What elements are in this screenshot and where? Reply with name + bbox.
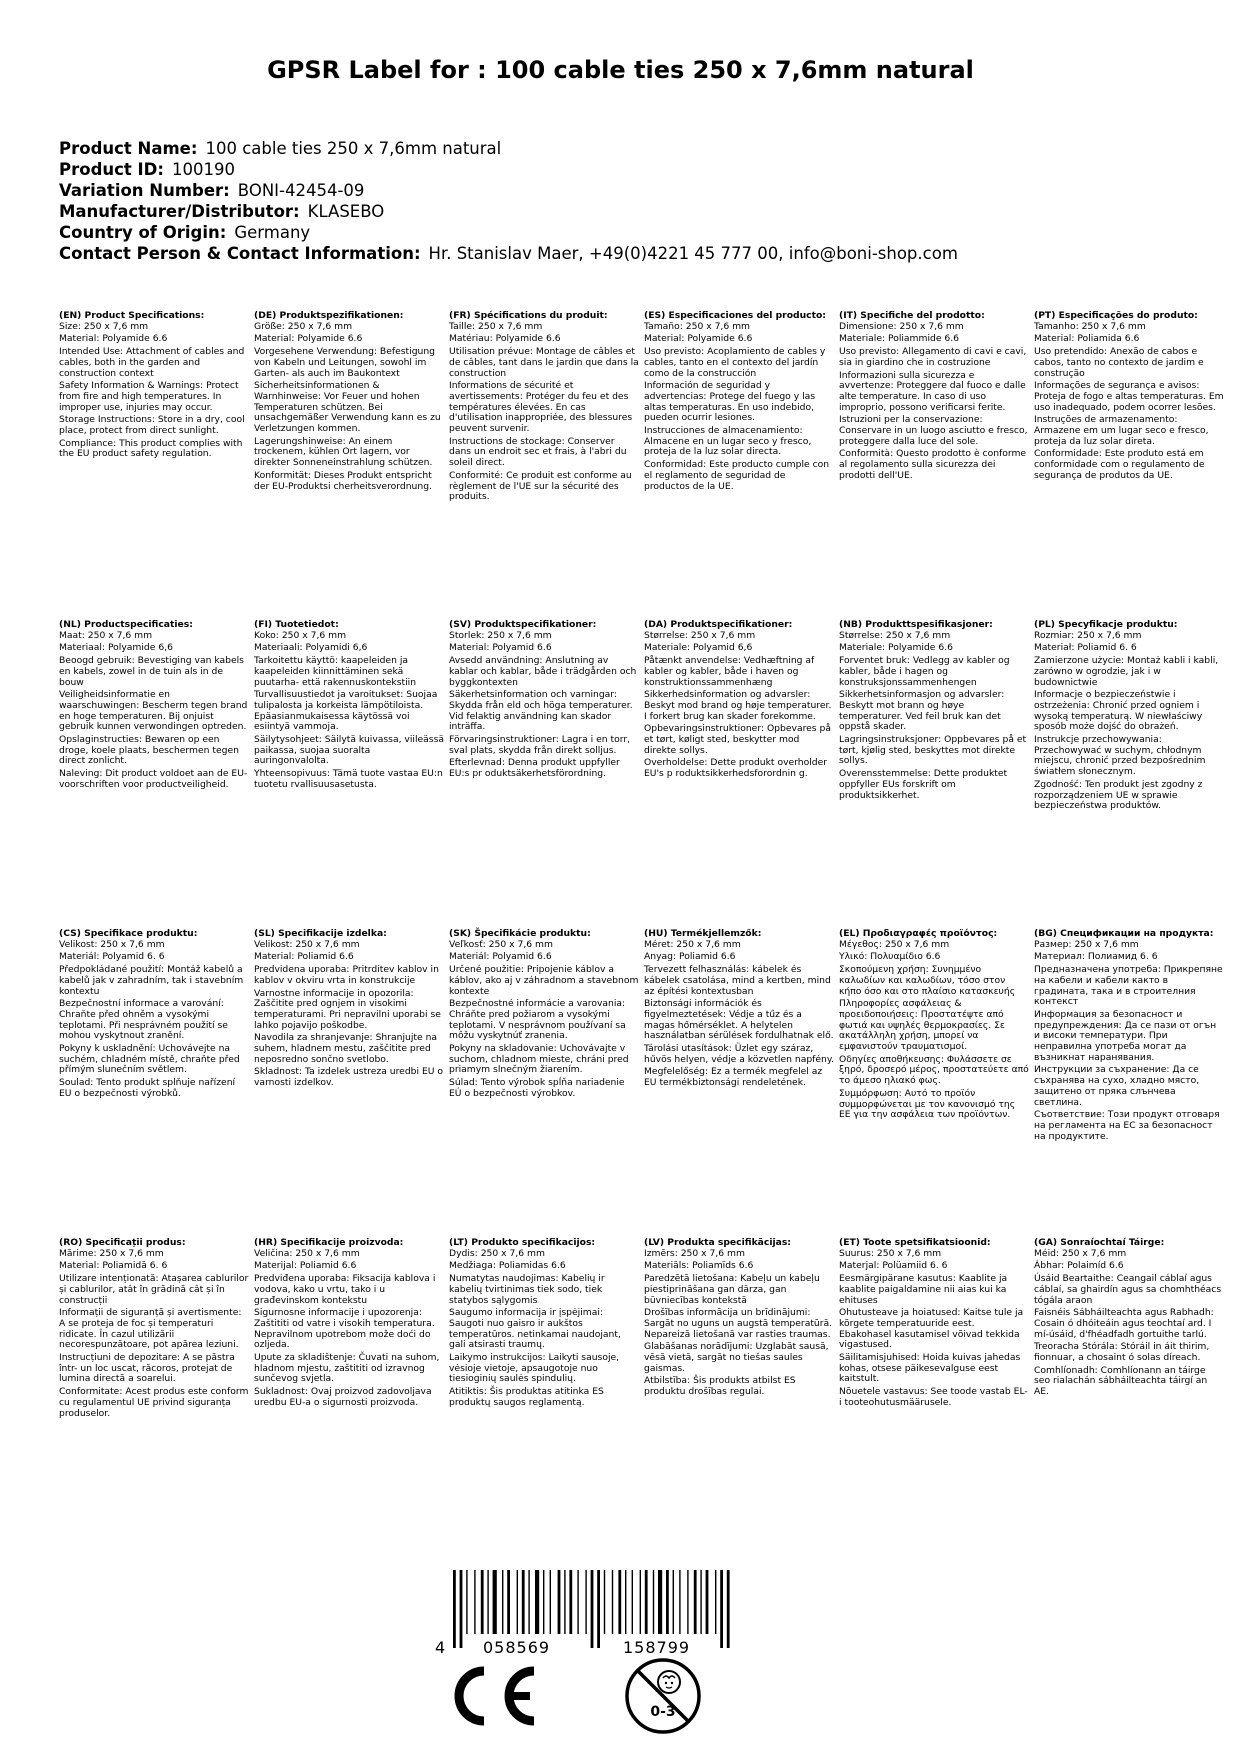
spec-line: Matériau: Polyamide 6.6 [449, 333, 561, 345]
spec-line: Vorgesehene Verwendung: Befestigung von Kabeln und Leitungen, sowohl im Garten- als auch im Baukontext [254, 346, 436, 379]
spec-line: Materiale: Polyamide 6.6 [839, 642, 953, 654]
barcode-group-left: 058569 [483, 1638, 551, 1657]
spec-heading: (CS) Specifikace produktu: [59, 928, 198, 939]
spec-line: Materijal: Poliamid 6.6 [254, 1260, 357, 1272]
spec-block [839, 1238, 1029, 1411]
spec-line: Konformität: Dieses Produkt entspricht der EU-Produktsi cherheitsverordnung. [254, 469, 432, 492]
spec-line: Určené použitie: Pripojenie káblov a káblov, ako aj v záhradnom a stavebnom kontexte [449, 964, 639, 997]
barcode-bar [481, 1570, 484, 1634]
info-value: 100 cable ties 250 x 7,6mm natural [205, 139, 502, 158]
spec-line: Veľkosť: 250 x 7,6 mm [449, 938, 553, 950]
spec-block [59, 929, 249, 1102]
spec-line: Sikkerhetsinformasjon og advarsler: Beskytt mot brann og høye temperaturer. Ved feil bruk kan det oppstå skader. [839, 689, 1005, 733]
barcode-bar [604, 1570, 605, 1634]
spec-line: Opbevaringsinstruktioner: Opbevares på et tørt, køligt sted, beskytter mod direkte sollys. [644, 723, 831, 756]
spec-block [1034, 620, 1224, 814]
info-value: BONI-42454-09 [237, 181, 365, 200]
spec-line: Materiál: Polyamid 6. 6 [59, 951, 165, 963]
spec-line: Rozmiar: 250 x 7,6 mm [1034, 629, 1142, 641]
spec-block [449, 620, 639, 782]
info-row [59, 201, 958, 222]
spec-line: Ohutusteave ja hoiatused: Kaitse tule ja kõrgete temperatuuride eest. Ebakohasel kasutamisel võivad tekkida vigastused. [839, 1307, 1024, 1351]
barcode-bar [535, 1570, 539, 1634]
spec-line: Anyag: Poliamid 6.6 [644, 951, 736, 963]
barcode-bar [700, 1570, 701, 1634]
spec-line: Zgodność: Ten produkt jest zgodny z rozporządzeniem UE w sprawie bezpieczeństwa produktów. [1034, 778, 1203, 812]
spec-line: Efterlevnad: Denna produkt uppfyller EU:s pr oduktsäkerhetsförordning. [449, 757, 620, 780]
info-row [59, 159, 958, 180]
info-label: Product Name: [59, 139, 198, 158]
spec-heading: (SV) Produktspecifikationer: [449, 619, 597, 630]
spec-heading: (BG) Спецификации на продукта: [1034, 928, 1214, 939]
spec-line: Предназначена употреба: Прикрепяне на кабели и кабели както в градината, така и в строителния контекст [1034, 964, 1223, 1008]
barcode-bar [658, 1570, 662, 1634]
spec-block [59, 1238, 249, 1421]
spec-line: Instruções de armazenamento: Armazene em um lugar seco e fresco, proteja da luz solar direta. [1034, 414, 1209, 447]
barcode-bar [550, 1570, 551, 1634]
spec-line: Material: Polyamide 6.6 [644, 333, 753, 345]
spec-line: Größe: 250 x 7,6 mm [254, 320, 353, 332]
spec-line: Veličina: 250 x 7,6 mm [254, 1247, 360, 1259]
spec-block [254, 929, 444, 1091]
barcode-bar [453, 1570, 456, 1648]
spec-heading: (PL) Specyfikacje produktu: [1034, 619, 1178, 630]
spec-line: Πληροφορίες ασφάλειας & προειδοποιήσεις: Προστατέψτε από φωτιά και υψηλές θερμοκρασίες. Σε ακατάλληλη χρήση, μπορεί να εμφανιστούν τραυματισμοί. [839, 998, 1005, 1053]
spec-heading: (DA) Produktspecifikationer: [644, 619, 793, 630]
barcode-bar [597, 1570, 600, 1648]
spec-line: Conformidad: Este producto cumple con el reglamento de seguridad de productos de la UE. [644, 459, 830, 492]
spec-line: Atitiktis: Šis produktas atitinka ES produktų saugos reglamentą. [449, 1386, 604, 1408]
barcode-bar [632, 1570, 633, 1634]
spec-line: Dimensione: 250 x 7,6 mm [839, 320, 964, 332]
barcode-bar [522, 1570, 525, 1634]
spec-line: Drošības informācija un brīdinājumi: Sargāt no uguns un augstā temperatūrā. Nepareizā lietošanā var rasties traumas. [644, 1307, 833, 1340]
spec-line: Σκοπούμενη χρήση: Συνημμένο καλωδίων και καλωδίων, τόσο στον κήπο όσο και στο πλαίσιο κατασκευής [839, 964, 1016, 997]
info-row [59, 222, 958, 243]
spec-heading: (NL) Productspecificaties: [59, 619, 193, 630]
spec-line: Yhteensopivuus: Tämä tuote vastaa EU:n tuotetu rvallisuusasetusta. [254, 768, 443, 790]
barcode-bar [558, 1570, 561, 1634]
spec-line: Treoracha Stórála: Stóráil in áit thirim, fionnuar, a chosaint ó solas díreach. [1034, 1341, 1210, 1364]
info-value: KLASEBO [307, 202, 385, 221]
spec-line: Conformité: Ce produit est conforme au règlement de l'UE sur la sécurité des produits. [449, 469, 632, 503]
spec-heading: (GA) Sonraíochtaí Táirge: [1034, 1237, 1165, 1248]
barcode-bar [666, 1570, 669, 1634]
info-row [59, 243, 958, 264]
spec-line: Säilytysohjeet: Säilytä kuivassa, viileässä paikassa, suojaa suoralta auringonvalolta. [254, 734, 445, 767]
spec-line: Méret: 250 x 7,6 mm [644, 938, 741, 950]
spec-line: Uso pretendido: Anexão de cabos e cabos, tanto no contexto de jardim e construção [1034, 346, 1204, 379]
info-row [59, 138, 958, 159]
barcode-bar [474, 1570, 475, 1634]
spec-heading: (HU) Termékjellemzők: [644, 928, 762, 939]
age-warning-icon [623, 1656, 703, 1740]
spec-line: Størrelse: 250 x 7,6 mm [839, 629, 951, 641]
spec-line: Intended Use: Attachment of cables and cables, both in the garden and construction context [59, 346, 245, 379]
spec-line: Overensstemmelse: Dette produktet oppfyller EUs forskrift om produktsikkerhet. [839, 768, 1008, 801]
ce-mark-icon [450, 1665, 540, 1731]
spec-line: Safety Information & Warnings: Protect from fire and high temperatures. In improper use, injuries may occur. [59, 380, 239, 413]
spec-line: Material: Polyamid 6.6 [449, 642, 552, 654]
spec-line: Laikymo instrukcijos: Laikyti sausoje, vėsioje vietoje, apsaugotoje nuo tiesioginių saulės spindulių. [449, 1352, 620, 1385]
spec-heading: (FR) Spécifications du produit: [449, 310, 608, 321]
spec-line: Tamaño: 250 x 7,6 mm [644, 320, 751, 332]
spec-line: Sigurnosne informacije i upozorenja: Zaštititi od vatre i visokih temperatura. Nepravilnom upotrebom može doći do ozljeda. [254, 1307, 435, 1351]
spec-line: Turvallisuustiedot ja varoitukset: Suojaa tulipalosta ja korkeista lämpötiloista. Epäasianmukaisessa käytössä voi esiintyä vammoja. [254, 689, 438, 733]
spec-heading: (FI) Tuotetiedot: [254, 619, 339, 630]
spec-block [644, 929, 834, 1091]
barcode-bar [640, 1570, 641, 1634]
spec-line: Conformidade: Este produto está em conformidade com o regulamento de segurança de produtos da UE. [1034, 448, 1205, 481]
spec-line: Pokyny k uskladnění: Uchovávejte na suchém, chladném místě, chraňte před přímým slunečním světlem. [59, 1043, 240, 1076]
barcode-bar [625, 1570, 626, 1634]
info-value: 100190 [171, 160, 235, 179]
spec-line: Lagringsinstruksjoner: Oppbevares på et tørt, kjølig sted, beskyttes mot direkte sollys. [839, 734, 1027, 767]
barcode-bar [460, 1570, 463, 1648]
spec-line: Bezpečnostní informace a varování: Chraňte před ohněm a vysokými teplotami. Při nesprávném použití se mohou vyskytnout zranění. [59, 998, 228, 1042]
spec-block [1034, 929, 1224, 1144]
spec-line: Material: Poliamidă 6. 6 [59, 1260, 168, 1272]
spec-line: Sikkerhedsinformation og advarsler: Beskyt mod brand og høje temperaturer. I forkert brug kan skader forekomme. [644, 689, 832, 722]
spec-heading: (RO) Specificații produs: [59, 1237, 186, 1248]
spec-heading: (EL) Προδιαγραφές προϊόντος: [839, 928, 998, 939]
spec-line: Instrucciones de almacenamiento: Almacene en un lugar seco y fresco, proteja de la luz solar directa. [644, 425, 812, 458]
spec-block [839, 929, 1029, 1123]
spec-line: Size: 250 x 7,6 mm [59, 320, 149, 332]
spec-block [644, 1238, 834, 1400]
spec-block [449, 1238, 639, 1411]
barcode-bar [585, 1570, 586, 1634]
spec-line: Размер: 250 x 7,6 mm [1034, 938, 1139, 950]
spec-line: Naleving: Dit product voldoet aan de EU-voorschriften voor productveiligheid. [59, 768, 248, 790]
info-value: Germany [234, 223, 311, 242]
barcode-bar [673, 1570, 674, 1634]
spec-heading: (LV) Produkta specifikācijas: [644, 1237, 791, 1248]
info-label: Variation Number: [59, 181, 230, 200]
spec-line: Materiale: Polyamid 6,6 [644, 642, 753, 654]
info-row [59, 180, 958, 201]
barcode-bar [694, 1570, 697, 1634]
barcode [435, 1570, 745, 1660]
spec-line: Säilitamisjuhised: Hoida kuivas jahedas kohas, otsese päikesevalguse eest kaitstult. [839, 1352, 1021, 1385]
spec-heading: (DE) Produktspezifikationen: [254, 310, 404, 321]
spec-line: Conformità: Questo prodotto è conforme al regolamento sulla sicurezza dei prodotti dell'UE. [839, 448, 1027, 481]
spec-line: Úsáid Beartaithe: Ceangail cáblaí agus cáblaí, sa ghairdín agus sa chomhthéacs tógála araon [1034, 1273, 1222, 1306]
page-title: GPSR Label for : 100 cable ties 250 x 7,6mm natural [267, 56, 974, 84]
spec-line: Materiał: Poliamid 6. 6 [1034, 642, 1137, 654]
spec-heading: (SK) Špecifikácie produktu: [449, 928, 591, 939]
barcode-bar [706, 1570, 709, 1634]
spec-line: Storage Instructions: Store in a dry, cool place, protect from direct sunlight. [59, 414, 245, 437]
spec-line: Material: Poliamid 6.6 [254, 951, 354, 963]
spec-line: Utilizare intenționată: Atașarea cablurilor și cablurilor, atât în grădină cât și în construcții [59, 1273, 249, 1306]
spec-line: Съответствие: Този продукт отговаря на регламента на ЕС за безопасност на продуктите. [1034, 1109, 1220, 1142]
spec-line: Uso previsto: Allegamento di cavi e cavi, sia in giardino che in costruzione [839, 346, 1027, 368]
spec-line: Faisnéis Sábháilteachta agus Rabhadh: Cosain ó dhóiteáin agus teochtaí ard. I mí-úsáid, d'fhéadfadh gortuithe tarlú. [1034, 1307, 1214, 1340]
spec-line: Informații de siguranță și avertismente: A se proteja de foc și temperaturi ridicate. În cazul utilizării necorespunzătoare, pot apărea leziuni. [59, 1307, 242, 1351]
spec-line: Instructions de stockage: Conserver dans un endroit sec et frais, à l'abri du soleil direct. [449, 435, 627, 469]
spec-line: Påtænkt anvendelse: Vedhæftning af kabler og kabler, både i haven og konstruktionssammenhæng [644, 655, 815, 688]
spec-line: Nõuetele vastavus: See toode vastab EL-i tooteohutusmäärusele. [839, 1386, 1028, 1408]
spec-line: Instrukcje przechowywania: Przechowywać w suchym, chłodnym miejscu, chronić przed bezpośrednim światłem słonecznym. [1034, 734, 1206, 778]
spec-line: Sicherheitsinformationen & Warnhinweise: Vor Feuer und hohen Temperaturen schützen. Bei unsachgemäßer Verwendung kann es zu Verletzungen kommen. [254, 380, 441, 435]
barcode-bar [612, 1570, 613, 1634]
spec-block [254, 1238, 444, 1411]
spec-line: Materiál: Polyamid 6.6 [449, 951, 552, 963]
spec-block [254, 620, 444, 793]
spec-block [1034, 311, 1224, 484]
barcode-bar [618, 1570, 621, 1634]
spec-line: Material: Polyamide 6.6 [59, 333, 168, 345]
info-value: Hr. Stanislav Maer, +49(0)4221 45 777 00, info@boni-shop.com [428, 244, 958, 263]
spec-line: Veiligheidsinformatie en waarschuwingen: Bescherm tegen brand en hoge temperaturen. Bij onjuist gebruik kunnen verwondingen optreden. [59, 689, 248, 733]
spec-line: Soulad: Tento produkt splňuje nařízení EU o bezpečnosti výrobků. [59, 1077, 236, 1099]
barcode-bar [727, 1570, 730, 1648]
spec-heading: (SL) Specifikacije izdelka: [254, 928, 387, 939]
spec-heading: (EN) Product Specifications: [59, 310, 205, 321]
product-info [59, 138, 958, 264]
spec-line: Størrelse: 250 x 7,6 mm [644, 629, 756, 641]
barcode-bar [487, 1570, 488, 1634]
spec-line: Biztonsági információk és figyelmeztetések: Védje a tűz és a magas hőmérséklet. A helytelen használatban sérülések fordulhatnak elő. [644, 998, 834, 1042]
spec-line: Mărime: 250 x 7,6 mm [59, 1247, 164, 1259]
spec-block [839, 620, 1029, 803]
spec-line: Materiāls: Poliamīds 6.6 [644, 1260, 754, 1272]
spec-line: Overholdelse: Dette produkt overholder EU's p roduktsikkerhedsforordnin g. [644, 757, 828, 780]
spec-line: Οδηγίες αποθήκευσης: Φυλάσσετε σε ξηρό, δροσερό μέρος, προστατεύετε από το άμεσο ηλιακό φως. [839, 1053, 1029, 1087]
spec-line: Conformitate: Acest produs este conform cu regulamentul UE privind siguranța produselor. [59, 1386, 249, 1419]
barcode-group-right: 158799 [623, 1638, 691, 1657]
spec-line: Opslaginstructies: Bewaren op een droge, koele plaats, beschermen tegen direct zonlicht. [59, 734, 239, 767]
spec-heading: (HR) Specifikacije proizvoda: [254, 1237, 404, 1248]
spec-block [449, 311, 639, 505]
spec-line: Navodila za shranjevanje: Shranjujte na suhem, hladnem mestu, zaščitite pred neposredno sončno svetlobo. [254, 1032, 438, 1065]
spec-line: Säkerhetsinformation och varningar: Skydda från eld och höga temperaturer. Vid felaktig användning kan skador inträffa. [449, 689, 633, 733]
spec-line: Sukladnost: Ovaj proizvod zadovoljava uredbu EU-a o sigurnosti proizvoda. [254, 1386, 432, 1408]
spec-line: Forventet bruk: Vedlegg av kabler og kabler, både i hagen og konstruksjonssammenhengen [839, 655, 1010, 688]
spec-line: Informacje o bezpieczeństwie i ostrzeżenia: Chronić przed ogniem i wysoką temperaturą. W niewłaściwy sposób może dojść do obrażeń. [1034, 689, 1203, 733]
spec-line: Uso previsto: Acoplamiento de cables y cables, tanto en el contexto del jardín como de la construcción [644, 346, 826, 379]
spec-line: Comhlíonadh: Comhlíonann an táirge seo rialachán sábháilteachta táirgí an AE. [1034, 1364, 1208, 1398]
spec-heading: (NB) Produkttspesifikasjoner: [839, 619, 993, 630]
spec-line: Instrucțiuni de depozitare: A se păstra într- un loc uscat, răcoros, protejat de lumina directă a soarelui. [59, 1352, 235, 1385]
spec-line: Bezpečnostné informácie a varovania: Chráňte pred požiarom a vysokými teplotami. V nesprávnom používaní sa môžu vyskytnúť zranenia. [449, 998, 626, 1042]
spec-line: Skladnost: Ta izdelek ustreza uredbi EU o varnosti izdelkov. [254, 1066, 444, 1089]
barcode-bar [715, 1570, 716, 1634]
spec-line: Velikost: 250 x 7,6 mm [59, 938, 165, 950]
barcode-bar [591, 1570, 594, 1648]
spec-line: Eesmärgipärane kasutus: Kaablite ja kaablite paigaldamine nii aias kui ka ehituses [839, 1273, 1008, 1306]
barcode-bar [493, 1570, 497, 1634]
barcode-bar [528, 1570, 529, 1634]
spec-heading: (LT) Produkto specifikacijos: [449, 1237, 596, 1248]
spec-line: Velikost: 250 x 7,6 mm [254, 938, 360, 950]
info-label: Country of Origin: [59, 223, 227, 242]
spec-line: Předpokládané použití: Montáž kabelů a kabelů jak v zahradním, tak i stavebním kontextu [59, 964, 244, 997]
spec-line: Compliance: This product complies with the EU product safety regulation. [59, 437, 243, 460]
barcode-bar [653, 1570, 654, 1634]
info-label: Contact Person & Contact Information: [59, 244, 421, 263]
spec-line: Tarkoitettu käyttö: kaapeleiden ja kaapeleiden kiinnittäminen sekä puutarha- että rakennuskontekstiin [254, 655, 417, 688]
spec-line: Información de seguridad y advertencias: Protege del fuego y las altas temperaturas. En uso indebido, pueden ocurrir lesiones. [644, 380, 816, 424]
barcode-bar [502, 1570, 503, 1634]
spec-block [59, 311, 249, 462]
spec-line: Utilisation prévue: Montage de câbles et de câbles, tant dans le jardin que dans la construction [449, 346, 639, 379]
spec-block [644, 620, 834, 782]
spec-block [59, 620, 249, 793]
spec-line: Súlad: Tento výrobok spĺňa nariadenie EÚ o bezpečnosti výrobkov. [449, 1077, 625, 1099]
spec-line: Glabāšanas norādījumi: Uzglabāt sausā, vēsā vietā, sargāt no tiešas saules gaismas. [644, 1341, 829, 1374]
barcode-bar [517, 1570, 518, 1634]
spec-line: Istruzioni per la conservazione: Conservare in un luogo asciutto e fresco, proteggere dalla luce del sole. [839, 414, 1028, 447]
spec-line: Varnostne informacije in opozorila: Zaščitite pred ognjem in visokimi temperaturami. Pri nepravilni uporabi se lahko pojavijo poškodbe. [254, 987, 441, 1031]
spec-line: Upute za skladištenje: Čuvati na suhom, hladnom mjestu, zaštititi od izravnog sunčevog svjetla. [254, 1352, 440, 1385]
spec-block [449, 929, 639, 1102]
spec-line: Dydis: 250 x 7,6 mm [449, 1247, 545, 1259]
spec-line: Информация за безопасност и предупреждения: Да се пази от огън и високи температури. При неправилна употреба могат да възникнат наранявания. [1034, 1008, 1217, 1063]
barcode-bar [679, 1570, 680, 1634]
barcode-bar [543, 1570, 544, 1634]
spec-line: Informações de segurança e avisos: Proteja de fogo e altas temperaturas. Em uso inadequado, podem ocorrer lesões. [1034, 380, 1224, 413]
spec-line: Material: Polyamide 6.6 [254, 333, 363, 345]
spec-line: Atbilstība: Šis produkts atbilst ES produktu drošības regulai. [644, 1375, 796, 1398]
spec-block [644, 311, 834, 494]
spec-line: Tárolási utasítások: Üzlet egy száraz, hűvös helyen, védje a közvetlen napfény. [644, 1043, 834, 1065]
spec-block [254, 311, 444, 494]
spec-line: Ábhar: Polaimíd 6.6 [1034, 1260, 1124, 1272]
spec-line: Méid: 250 x 7,6 mm [1034, 1247, 1127, 1259]
spec-line: Numatytas naudojimas: Kabelių ir kabelių tvirtinimas tiek sodo, tiek statybos sąlygomis [449, 1273, 605, 1306]
spec-line: Avsedd användning: Anslutning av kablar och kablar, både i trädgården och byggkontexten [449, 655, 637, 688]
spec-line: Materjal: Polüamiid 6. 6 [839, 1260, 948, 1272]
info-label: Product ID: [59, 160, 164, 179]
spec-line: Materiaal: Polyamide 6,6 [59, 642, 173, 654]
spec-line: Suurus: 250 x 7,6 mm [839, 1247, 942, 1259]
spec-line: Maat: 250 x 7,6 mm [59, 629, 153, 641]
spec-line: Μέγεθος: 250 x 7,6 mm [839, 938, 950, 950]
spec-line: Paredzētā lietošana: Kabeļu un kabeļu piestiprināšana gan dārza, gan būvniecības kontekstā [644, 1273, 820, 1306]
spec-line: Beoogd gebruik: Bevestiging van kabels en kabels, zowel in de tuin als in de bouw [59, 655, 244, 688]
spec-line: Lagerungshinweise: An einem trockenem, kühlen Ort lagern, vor direkter Sonneneinstrahlung schützen. [254, 435, 433, 469]
spec-block [1034, 1238, 1224, 1400]
barcode-bar [687, 1570, 688, 1634]
spec-line: Predviđena uporaba: Fiksacija kablova i vodova, kako u vrtu, tako i u građevinskom kontekstu [254, 1273, 436, 1306]
spec-line: Informazioni sulla sicurezza e avvertenze: Proteggere dal fuoco e dalle alte temperature. In caso di uso improprio, possono verificarsi ferite. [839, 369, 1026, 413]
spec-block [839, 311, 1029, 484]
spec-line: Saugumo informacija ir įspėjimai: Saugoti nuo gaisro ir aukštos temperatūros. netinkamai naudojant, gali atsirasti traumų. [449, 1307, 621, 1351]
spec-line: Tamanho: 250 x 7,6 mm [1034, 320, 1146, 332]
spec-line: Materiale: Poliammide 6.6 [839, 333, 960, 345]
spec-line: Pokyny na skladovanie: Uchovávajte v suchom, chladnom mieste, chráni pred priamym slnečným žiarením. [449, 1043, 629, 1076]
spec-line: Storlek: 250 x 7,6 mm [449, 629, 552, 641]
barcode-digit-first: 4 [435, 1638, 446, 1657]
barcode-bar [645, 1570, 648, 1634]
spec-heading: (ET) Toote spetsifikatsioonid: [839, 1237, 991, 1248]
spec-line: Medžiaga: Poliamidas 6.6 [449, 1260, 566, 1272]
spec-line: Tervezett felhasználás: kábelek és kábelek csatolása, mind a kertben, mind az építési kontextusban [644, 964, 831, 997]
spec-heading: (IT) Specifiche del prodotto: [839, 310, 985, 321]
spec-line: Predvidena uporaba: Pritrditev kablov in kablov v okviru vrta in konstrukcije [254, 964, 439, 986]
spec-line: Förvaringsinstruktioner: Lagra i en torr, sval plats, skydda från direkt solljus. [449, 734, 631, 756]
spec-line: Συμμόρφωση: Αυτό το προϊόν συμμορφώνεται με τον κανονισμό της ΕΕ για την ασφάλεια των προϊόντων. [839, 1087, 1016, 1121]
spec-line: Materiaali: Polyamidi 6,6 [254, 642, 368, 654]
spec-line: Izmērs: 250 x 7,6 mm [644, 1247, 745, 1259]
info-label: Manufacturer/Distributor: [59, 202, 300, 221]
spec-line: Материал: Полиамид 6. 6 [1034, 951, 1158, 963]
barcode-graphic [435, 1570, 745, 1665]
spec-line: Informations de sécurité et avertissements: Protéger du feu et des températures élevées. En cas d'utilisation inappropriée, des blessures peuvent survenir. [449, 380, 633, 435]
barcode-bar [507, 1570, 510, 1634]
barcode-bar [720, 1570, 723, 1648]
barcode-bar [564, 1570, 565, 1634]
barcode-bar [466, 1570, 467, 1634]
spec-line: Koko: 250 x 7,6 mm [254, 629, 347, 641]
barcode-bar [577, 1570, 578, 1634]
spec-heading: (PT) Especificações do produto: [1034, 310, 1198, 321]
spec-line: Zamierzone użycie: Montaż kabli i kabli, zarówno w ogrodzie, jak i w budownictwie [1034, 655, 1219, 688]
spec-line: Megfelelőség: Ez a termék megfelel az EU termékbiztonsági rendeletének. [644, 1066, 823, 1089]
spec-line: Material: Poliamida 6.6 [1034, 333, 1140, 345]
age-warning-label: 0-3 [650, 1704, 676, 1720]
spec-heading: (ES) Especificaciones del producto: [644, 310, 826, 321]
spec-line: Taille: 250 x 7,6 mm [449, 320, 543, 332]
barcode-bar [569, 1570, 572, 1634]
spec-line: Υλικό: Πολυαμίδιο 6.6 [839, 951, 941, 963]
spec-line: Инструкции за съхранение: Да се съхранява на сухо, хладно място, защитено от пряка слънчева светлина. [1034, 1064, 1200, 1108]
